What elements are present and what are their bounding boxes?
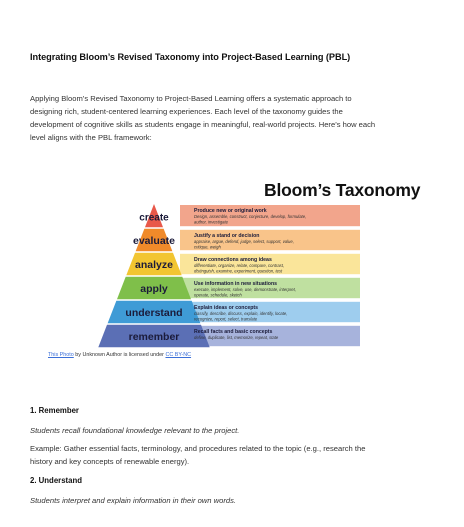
- level-verbs-remember: define, duplicate, list, memorize, repeat, state: [194, 334, 279, 340]
- pyramid-label-analyze: analyze: [135, 259, 173, 271]
- section-summary-remember: Students recall foundational knowledge relevant to the project.: [30, 426, 240, 435]
- section-heading-remember: 1. Remember: [30, 406, 79, 415]
- photo-link[interactable]: This Photo: [48, 352, 74, 358]
- level-verbs-analyze: differentiate, organize, relate, compare, contrast,: [194, 262, 285, 268]
- level-heading-remember: Recall facts and basic concepts: [194, 328, 273, 335]
- section-heading-understand: 2. Understand: [30, 476, 82, 485]
- license-link[interactable]: CC BY-NC: [165, 352, 192, 358]
- blooms-taxonomy-figure: [98, 180, 421, 354]
- level-verbs-evaluate: critique, weigh: [194, 244, 221, 250]
- intro-paragraph: Applying Bloom’s Revised Taxonomy to Project-Based Learning offers a systematic approach to designing rich, student-centered learning experiences. Each level of the taxonomy guides the development of cognitive skills as students engage in meaningful, real-world projects. Here’s how each level aligns with the PBL framework:: [30, 94, 376, 142]
- level-verbs-understand: classify, describe, discuss, explain, identify, locate,: [194, 310, 288, 316]
- pyramid-graphic: [98, 180, 364, 354]
- level-verbs-analyze: distinguish, examine, experiment, question, test: [194, 268, 283, 274]
- pyramid-label-apply: apply: [140, 283, 168, 295]
- pyramid-label-understand: understand: [125, 307, 183, 319]
- level-verbs-create: author, investigate: [194, 219, 228, 225]
- document-title: Integrating Bloom’s Revised Taxonomy into Project-Based Learning (PBL): [30, 52, 351, 62]
- pyramid-label-evaluate: evaluate: [132, 235, 176, 247]
- pyramid-label-remember: remember: [128, 331, 180, 343]
- level-verbs-apply: operate, schedule, sketch: [194, 292, 242, 298]
- pyramid-label-create: create: [139, 212, 169, 224]
- level-verbs-understand: recognize, report, select, translate: [194, 316, 258, 322]
- level-heading-understand: Explain ideas or concepts: [194, 304, 259, 311]
- section-example-remember: Example: Gather essential facts, terminology, and procedures related to the topic (e.g., research the history and key concepts of renewable energy).: [30, 444, 366, 466]
- level-heading-analyze: Draw connections among ideas: [194, 256, 272, 263]
- level-heading-create: Produce new or original work: [194, 208, 267, 214]
- attribution-text: by Unknown Author is licensed under: [73, 352, 166, 358]
- level-heading-evaluate: Justify a stand or decision: [194, 232, 260, 239]
- figure-title: Bloom’s Taxonomy: [264, 180, 421, 200]
- image-attribution: [48, 352, 348, 358]
- level-verbs-create: Design, assemble, construct, conjecture, develop, formulate,: [194, 214, 307, 219]
- section-summary-understand: Students interpret and explain information in their own words.: [30, 496, 236, 505]
- level-verbs-apply: execute, implement, solve, use, demonstrate, interpret,: [194, 286, 296, 292]
- level-verbs-evaluate: appraise, argue, defend, judge, select, support, value,: [194, 238, 294, 244]
- level-heading-apply: Use information in new situations: [194, 280, 278, 287]
